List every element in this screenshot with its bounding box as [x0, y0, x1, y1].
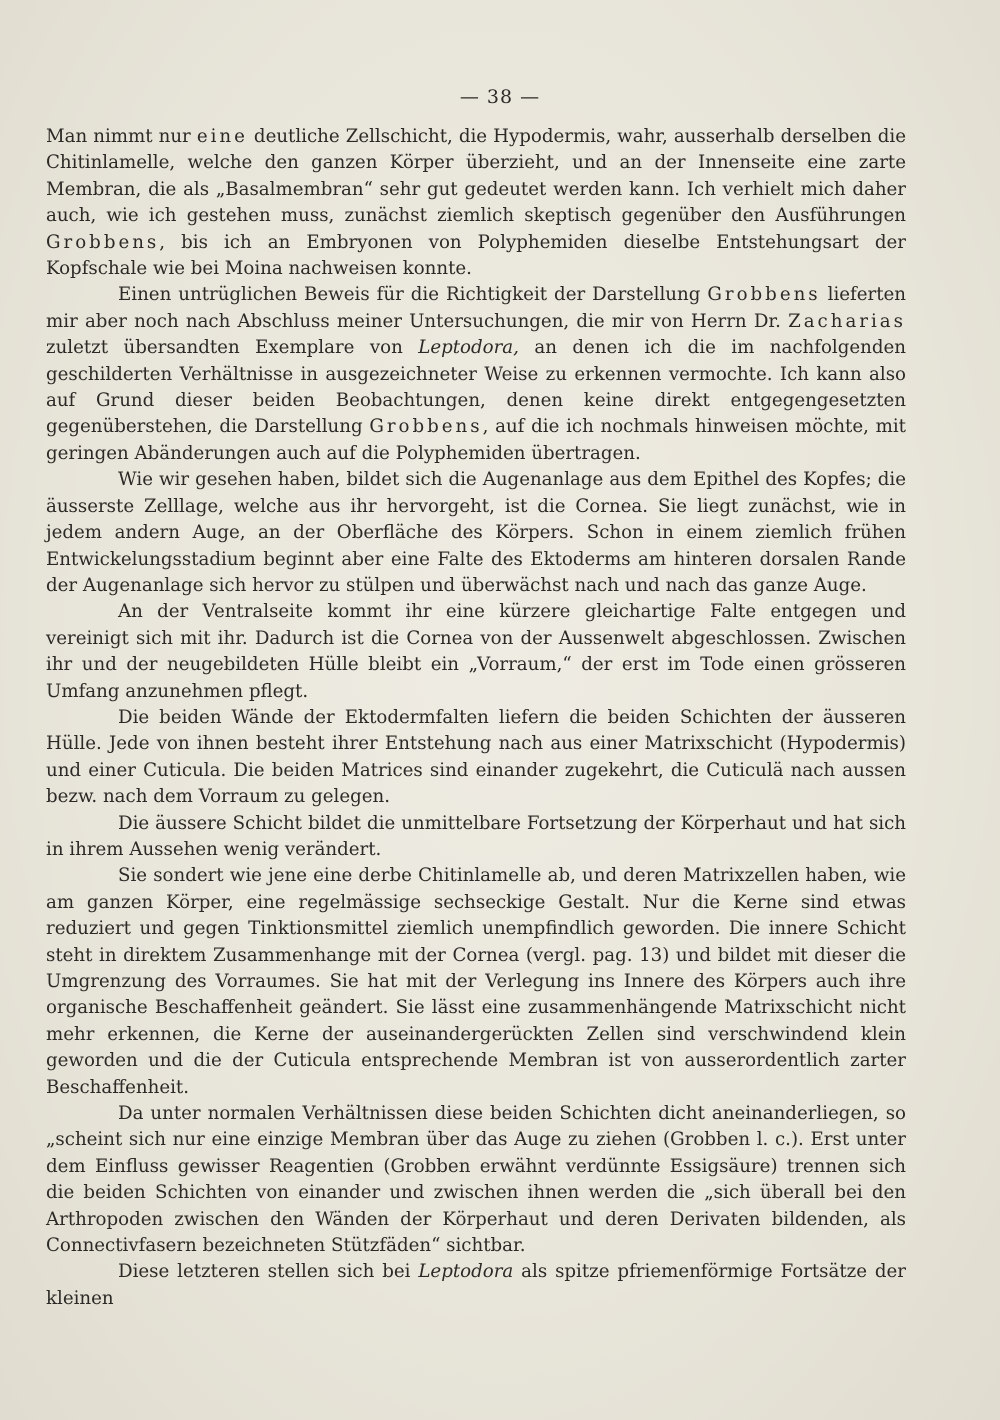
paragraph — [46, 863, 906, 1101]
paragraph — [46, 705, 906, 811]
spaced-name-run: Zacharias — [788, 310, 906, 332]
spaced-name-run: Grobbens — [369, 416, 483, 438]
spaced-name-run: Grobbens — [707, 284, 821, 306]
paragraph — [46, 124, 906, 282]
text-run: Die beiden Wände der Ektodermfalten liefern die beiden Schichten der äusseren Hülle. Jede von ihnen besteht ihrer Entstehung nach aus einer Matrixschicht (Hypodermis) und einer Cuticula. Die beiden Matrices sind einander zugekehrt, die Cuticulä nach aussen bezw. nach dem Vorraum zu gelegen. — [46, 706, 906, 808]
text-run: Diese letzteren stellen sich bei — [118, 1261, 419, 1283]
paragraph — [46, 467, 906, 599]
text-run: , bis ich an Embryonen von Polyphemiden dieselbe Entstehungsart der Kopfschale wie bei Moina nachweisen konnte. — [46, 231, 906, 280]
text-run: Einen untrüglichen Beweis für die Richtigkeit der Darstellung — [118, 284, 708, 306]
text-run: zuletzt übersandten Exemplare von — [46, 337, 419, 359]
paragraph — [46, 1101, 906, 1259]
body-text — [46, 124, 906, 1312]
page-number: — 38 — — [459, 86, 541, 108]
text-run: An der Ventralseite kommt ihr eine kürzere gleichartige Falte entgegen und vereinigt sich mit ihr. Dadurch ist die Cornea von der Aussenwelt abgeschlossen. Zwischen ihr und der neugebildeten Hülle bleibt ein „Vorraum,“ der erst im Tode einen grösseren Umfang anzunehmen pflegt. — [46, 601, 906, 702]
text-run: Sie sondert wie jene eine derbe Chitinlamelle ab, und deren Matrixzellen haben, wie am ganzen Körper, eine regelmässige sechseckige Gestalt. Nur die Kerne sind etwas reduziert und gegen Tinktionsmittel ziemlich unempfindlich geworden. Die innere Schicht steht in direktem Zusammenhange mit der Cornea (vergl. pag. 13) und bildet mit dieser die Umgrenzung des Vorraumes. Sie hat mit der Verlegung ins Innere des Körpers auch ihre organische Beschaffenheit geändert. Sie lässt eine zusammenhängende Matrixschicht nicht mehr erkennen, die Kerne der auseinandergerückten Zellen sind verschwindend klein geworden und die der Cuticula entsprechende Membran ist von ausserordentlich zarter Beschaffenheit. — [46, 865, 906, 1098]
text-run: Man nimmt nur — [46, 126, 197, 147]
italic-run: Leptodora, — [418, 337, 519, 359]
text-run: als spitze pfriemenförmige Fortsätze der kleinen — [46, 1261, 906, 1309]
text-run: deutliche Zellschicht, die Hypodermis, wahr, ausserhalb derselben die Chitinlamelle, welche den ganzen Körper überzieht, und an der Innenseite eine zarte Membran, die als „Basalmembran“ sehr gut gedeutet werden kann. Ich verhielt mich daher auch, wie ich gestehen muss, zunächst ziemlich skeptisch gegenüber den Ausführungen — [46, 126, 906, 227]
paragraph — [46, 811, 906, 864]
text-run: lieferten mir aber noch nach Abschluss meiner Untersuchungen, die mir von Herrn Dr. — [46, 284, 906, 332]
paragraph — [46, 599, 906, 705]
text-run: Wie wir gesehen haben, bildet sich die Augenanlage aus dem Epithel des Kopfes; die äusserste Zelllage, welche aus ihr hervorgeht, ist die Cornea. Sie liegt zunächst, wie in jedem andern Auge, an der Oberfläche des Körpers. Schon in einem ziemlich frühen Entwickelungsstadium beginnt aber eine Falte des Ektoderms am hinteren dorsalen Rande der Augenanlage sich hervor zu stülpen und überwächst nach und nach das ganze Auge. — [46, 469, 906, 596]
spaced-name-run: eine — [196, 126, 248, 147]
text-run: Die äussere Schicht bildet die unmittelbare Fortsetzung der Körperhaut und hat sich in ihrem Aussehen wenig verändert. — [46, 812, 906, 860]
italic-run: Leptodora — [418, 1261, 514, 1283]
text-run: Da unter normalen Verhältnissen diese beiden Schichten dicht aneinanderliegen, so „scheint sich nur eine einzige Membran über das Auge zu ziehen (Grobben l. c.). Erst unter dem Einfluss gewisser Reagentien (Grobben erwähnt verdünnte Essigsäure) trennen sich die beiden Schichten von einander und zwischen ihnen werden die „sich überall bei den Arthropoden zwischen den Wänden der Körperhaut und deren Derivaten bildenden, als Connectivfasern bezeichneten Stützfäden“ sichtbar. — [46, 1103, 906, 1257]
paragraph — [46, 282, 906, 467]
text-run: an denen ich die im nachfolgenden geschilderten Verhältnisse in ausgezeichneter Weise zu erkennen vermochte. Ich kann also auf Grund dieser beiden Beobachtungen, denen keine direkt entgegengesetzten gegenüberstehen, die Darstellung — [46, 337, 906, 438]
paragraph — [46, 1259, 906, 1312]
text-run: , auf die ich nochmals hinweisen möchte, mit geringen Abänderungen auch auf die Polyphemiden übertragen. — [46, 416, 906, 464]
spaced-name-run: Grobbens — [46, 231, 160, 253]
